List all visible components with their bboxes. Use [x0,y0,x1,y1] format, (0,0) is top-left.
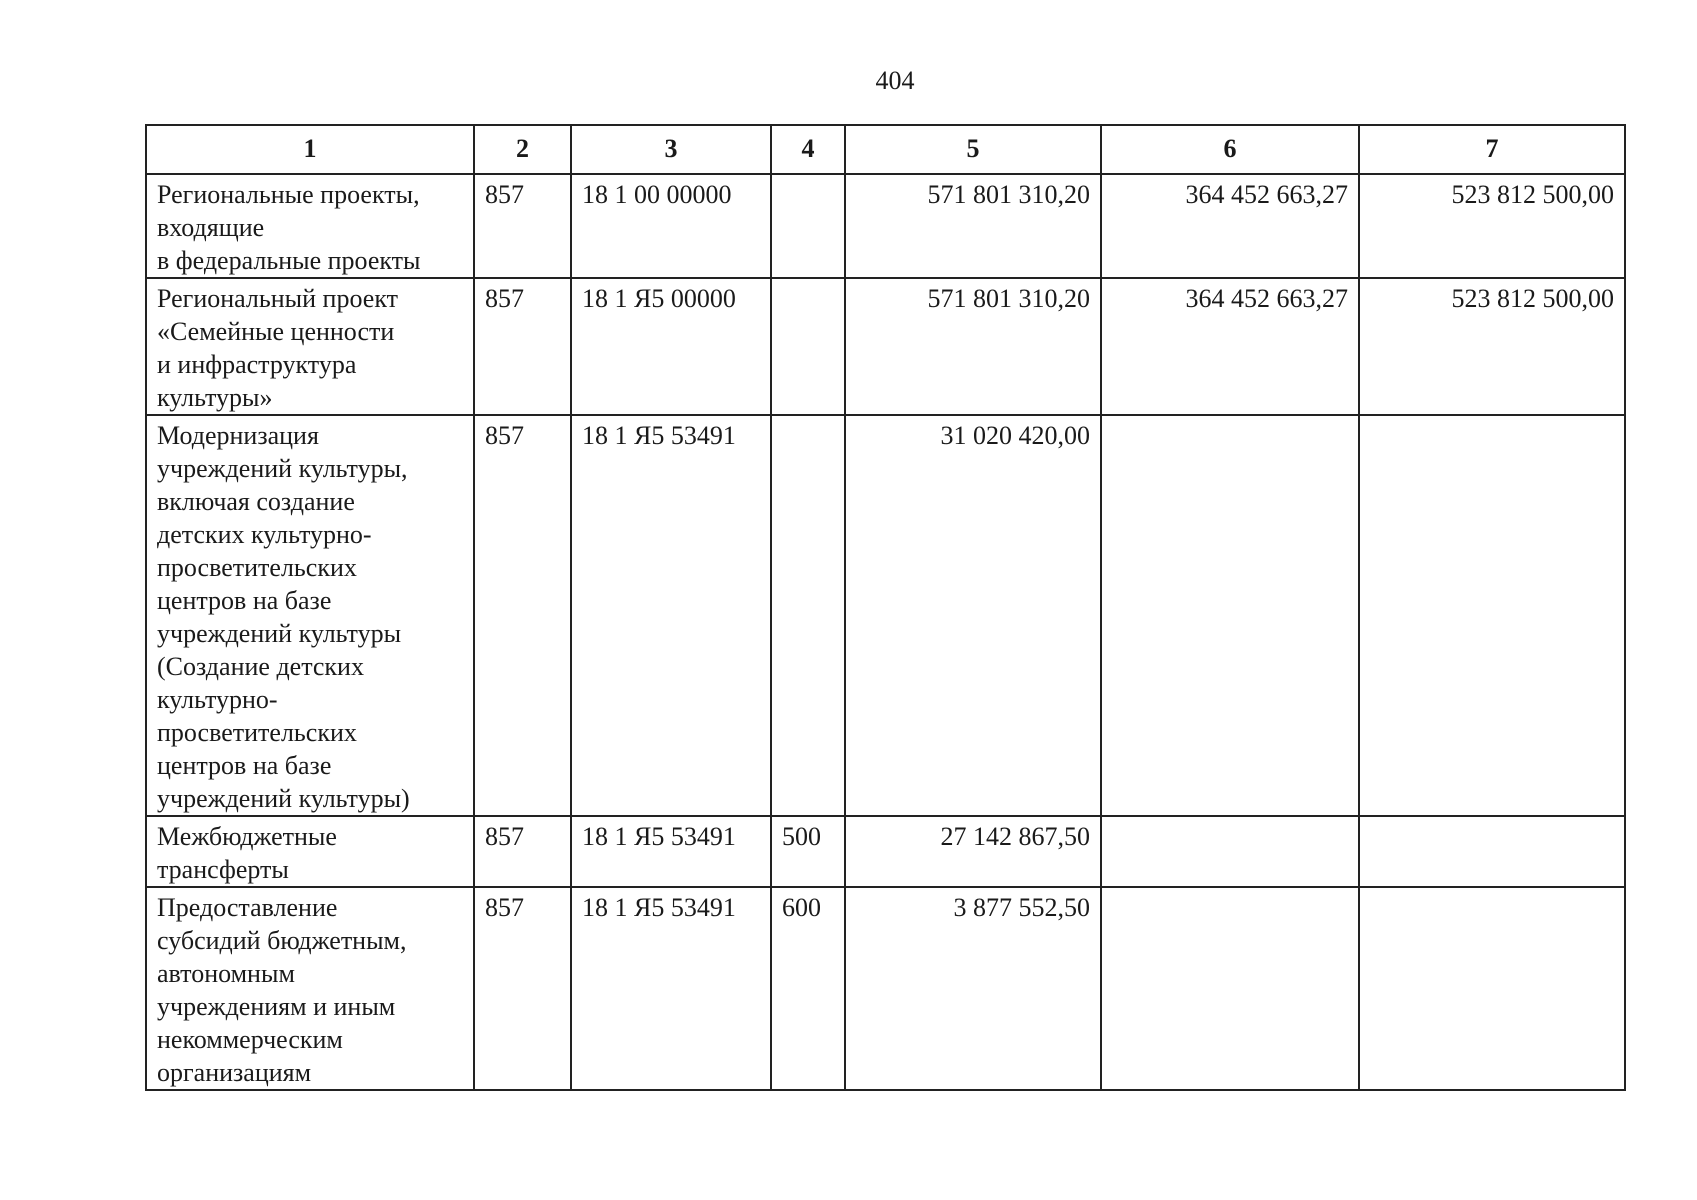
row-name-line: просветительских [157,718,357,747]
row-name-line: учреждениям и иным [157,992,396,1021]
row-name-line: учреждений культуры) [157,784,410,813]
page-number: 404 [875,66,915,95]
amount-cell-col5: 571 801 310,20 [845,174,1101,278]
table-row [146,816,1625,887]
target-article-cell: 18 1 Я5 53491 [571,816,771,887]
column-header: 1 [146,125,474,174]
row-name-line: организациям [157,1058,312,1087]
expense-type-cell: 500 [771,816,845,887]
row-name-line: центров на базе [157,751,332,780]
ministry-code-cell: 857 [474,174,571,278]
row-name-line: культурно- [157,685,278,714]
row-name-cell [146,816,474,887]
row-name-line: Региональные проекты, [157,180,420,209]
ministry-code-cell: 857 [474,816,571,887]
row-name-line: включая создание [157,487,355,516]
row-name-line: Модернизация [157,421,319,450]
table-row [146,887,1625,1090]
amount-cell-col7 [1359,415,1625,816]
column-header: 6 [1101,125,1359,174]
row-name-line: входящие [157,213,265,242]
expense-type-cell [771,174,845,278]
row-name-line: культуры» [157,383,273,412]
table-row [146,278,1625,415]
row-name-line: и инфраструктура [157,350,357,379]
row-name-line: автономным [157,959,295,988]
expense-type-cell [771,415,845,816]
amount-cell-col6 [1101,415,1359,816]
target-article-cell: 18 1 Я5 53491 [571,415,771,816]
amount-cell-col7 [1359,816,1625,887]
table-row [146,415,1625,816]
amount-cell-col7 [1359,887,1625,1090]
row-name-line: субсидий бюджетным, [157,926,407,955]
expense-type-cell [771,278,845,415]
amount-cell-col6: 364 452 663,27 [1101,278,1359,415]
column-header: 2 [474,125,571,174]
row-name-line: в федеральные проекты [157,246,421,275]
row-name-line: (Создание детских [157,652,364,681]
row-name-line: учреждений культуры [157,619,402,648]
amount-cell-col7: 523 812 500,00 [1359,174,1625,278]
amount-cell-col6 [1101,887,1359,1090]
table-row [146,174,1625,278]
table-header-row [146,125,1625,174]
row-name-line: Предоставление [157,893,338,922]
row-name-line: детских культурно- [157,520,372,549]
amount-cell-col6: 364 452 663,27 [1101,174,1359,278]
amount-cell-col7: 523 812 500,00 [1359,278,1625,415]
amount-cell-col5: 31 020 420,00 [845,415,1101,816]
column-header: 7 [1359,125,1625,174]
row-name-line: «Семейные ценности [157,317,395,346]
row-name-line: трансферты [157,855,289,884]
target-article-cell: 18 1 Я5 00000 [571,278,771,415]
target-article-cell: 18 1 Я5 53491 [571,887,771,1090]
expense-type-cell: 600 [771,887,845,1090]
column-header: 4 [771,125,845,174]
row-name-cell [146,887,474,1090]
row-name-line: некоммерческим [157,1025,343,1054]
target-article-cell: 18 1 00 00000 [571,174,771,278]
amount-cell-col5: 571 801 310,20 [845,278,1101,415]
amount-cell-col5: 27 142 867,50 [845,816,1101,887]
budget-table [145,124,1626,1091]
amount-cell-col6 [1101,816,1359,887]
row-name-cell [146,278,474,415]
ministry-code-cell: 857 [474,415,571,816]
ministry-code-cell: 857 [474,278,571,415]
row-name-line: просветительских [157,553,357,582]
row-name-line: центров на базе [157,586,332,615]
row-name-cell [146,415,474,816]
ministry-code-cell: 857 [474,887,571,1090]
row-name-line: Межбюджетные [157,822,337,851]
row-name-cell [146,174,474,278]
column-header: 5 [845,125,1101,174]
row-name-line: Региональный проект [157,284,398,313]
column-header: 3 [571,125,771,174]
row-name-line: учреждений культуры, [157,454,408,483]
amount-cell-col5: 3 877 552,50 [845,887,1101,1090]
